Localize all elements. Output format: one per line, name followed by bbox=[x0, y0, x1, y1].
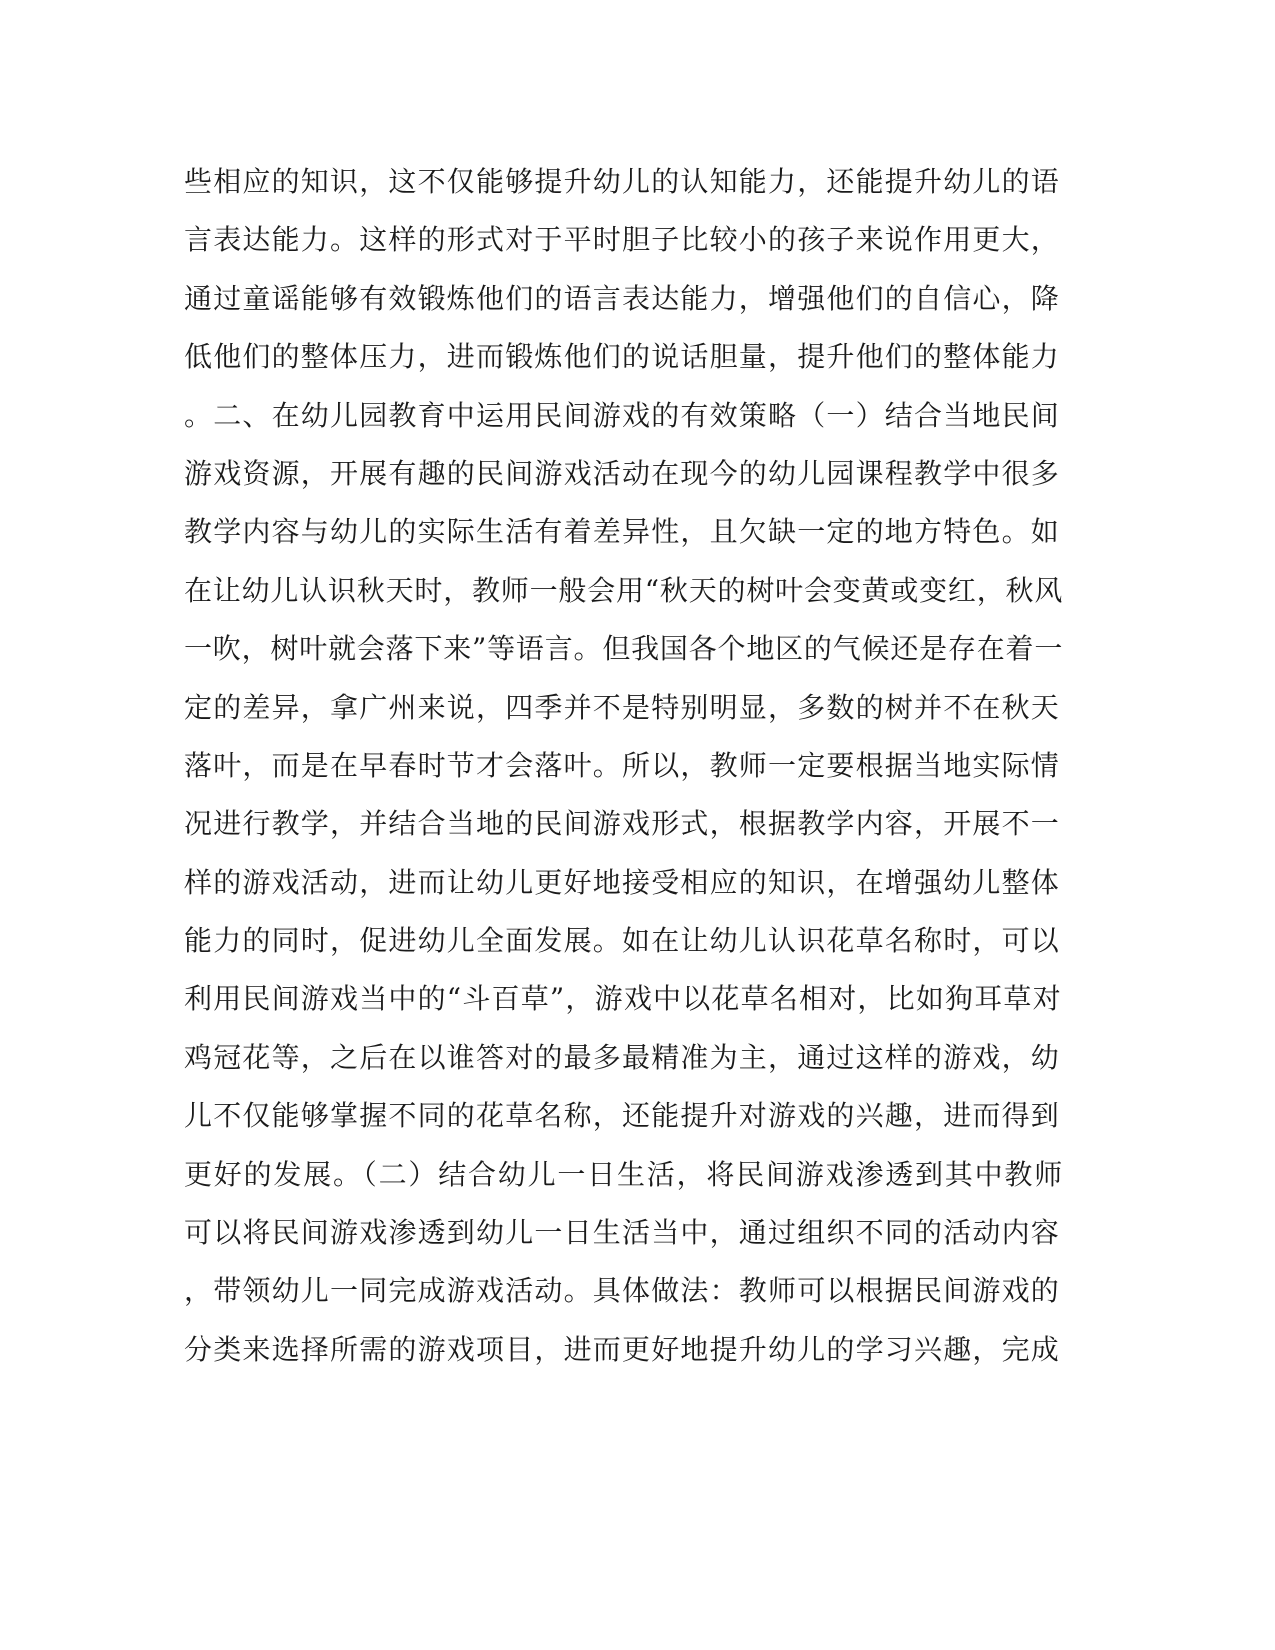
text-line: 分类来选择所需的游戏项目，进而更好地提升幼儿的学习兴趣，完成 bbox=[184, 1332, 1061, 1366]
text-line: ，带领幼儿一同完成游戏活动。具体做法：教师可以根据民间游戏的 bbox=[184, 1274, 1061, 1308]
text-line: 定的差异，拿广州来说，四季并不是特别明显，多数的树并不在秋天 bbox=[184, 690, 1061, 724]
text-line: 更好的发展。（二）结合幼儿一日生活，将民间游戏渗透到其中教师 bbox=[184, 1157, 1065, 1191]
text-line: 教学内容与幼儿的实际生活有着差异性，且欠缺一定的地方特色。如 bbox=[184, 515, 1061, 549]
text-line: 通过童谣能够有效锻炼他们的语言表达能力，增强他们的自信心，降 bbox=[184, 281, 1061, 315]
text-line: 鸡冠花等，之后在以谁答对的最多最精准为主，通过这样的游戏，幼 bbox=[184, 1040, 1061, 1074]
text-line: 一吹，树叶就会落下来”等语言。但我国各个地区的气候还是存在着一 bbox=[184, 632, 1064, 666]
text-line: 样的游戏活动，进而让幼儿更好地接受相应的知识，在增强幼儿整体 bbox=[184, 865, 1061, 899]
text-line: 可以将民间游戏渗透到幼儿一日生活当中，通过组织不同的活动内容 bbox=[184, 1216, 1061, 1250]
text-line: 低他们的整体压力，进而锻炼他们的说话胆量，提升他们的整体能力 bbox=[184, 340, 1061, 374]
text-line: 儿不仅能够掌握不同的花草名称，还能提升对游戏的兴趣，进而得到 bbox=[184, 1099, 1061, 1133]
text-line: 能力的同时，促进幼儿全面发展。如在让幼儿认识花草名称时，可以 bbox=[184, 924, 1061, 958]
body-text bbox=[184, 160, 1064, 1386]
text-line: 利用民间游戏当中的“斗百草”，游戏中以花草名相对，比如狗耳草对 bbox=[184, 982, 1062, 1016]
text-line: 在让幼儿认识秋天时，教师一般会用“秋天的树叶会变黄或变红，秋风 bbox=[184, 573, 1064, 607]
text-line: 落叶，而是在早春时节才会落叶。所以，教师一定要根据当地实际情 bbox=[184, 748, 1061, 782]
text-line: 言表达能力。这样的形式对于平时胆子比较小的孩子来说作用更大， bbox=[184, 223, 1061, 257]
text-line: 些相应的知识，这不仅能够提升幼儿的认知能力，还能提升幼儿的语 bbox=[184, 165, 1061, 198]
text-line: 况进行教学，并结合当地的民间游戏形式，根据教学内容，开展不一 bbox=[184, 807, 1061, 841]
text-line: 。二、在幼儿园教育中运用民间游戏的有效策略（一）结合当地民间 bbox=[184, 398, 1061, 432]
text-line: 游戏资源，开展有趣的民间游戏活动在现今的幼儿园课程教学中很多 bbox=[184, 456, 1061, 490]
